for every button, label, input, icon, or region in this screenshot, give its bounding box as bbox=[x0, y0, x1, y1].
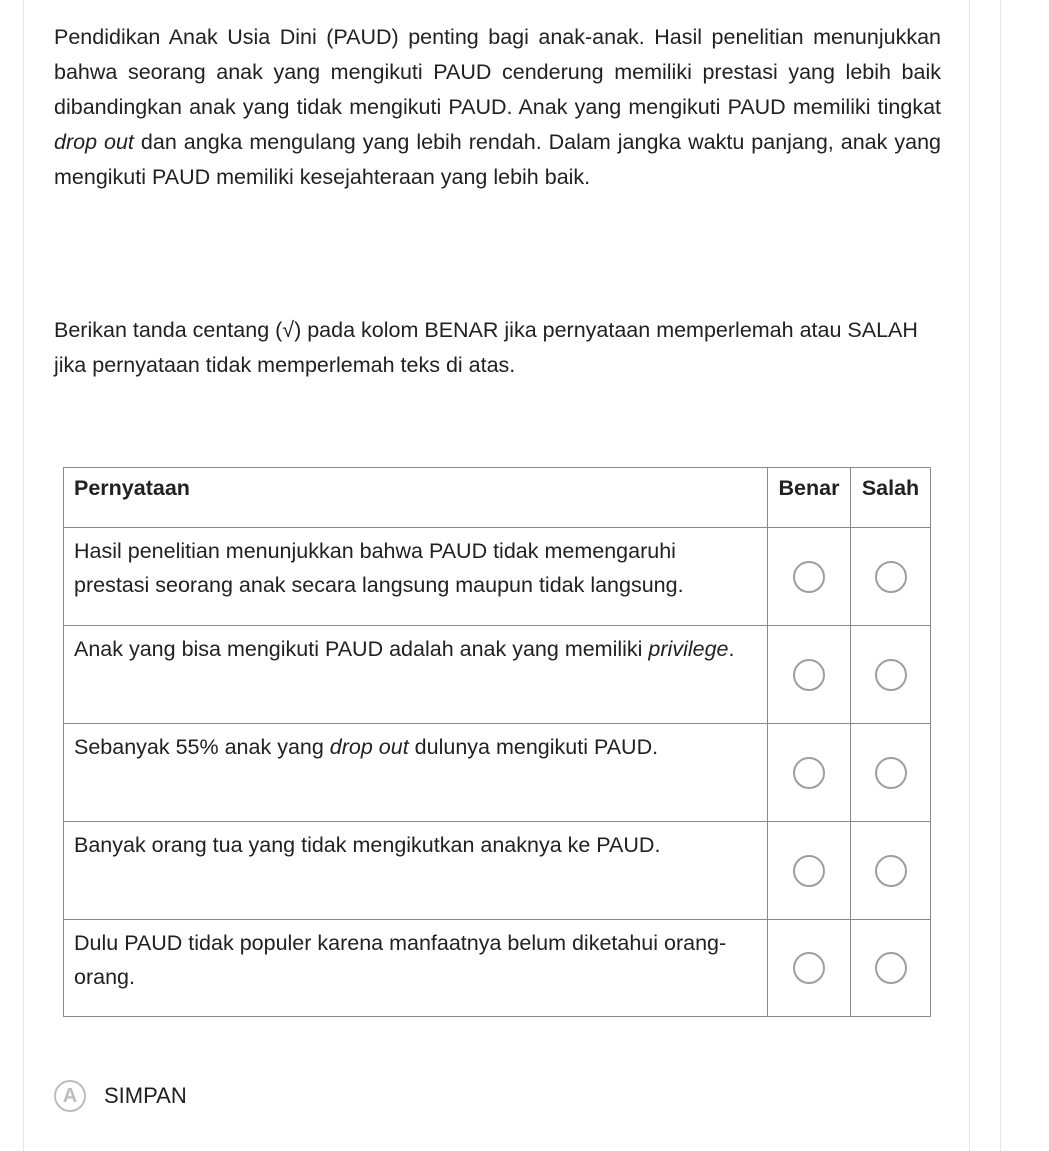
statement-emphasis: drop out bbox=[329, 735, 409, 759]
statement-text: Sebanyak 55% anak yang bbox=[74, 735, 330, 759]
table-row bbox=[64, 724, 931, 822]
radio-salah[interactable] bbox=[875, 659, 907, 691]
statement-text: Hasil penelitian menunjukkan bahwa PAUD tidak memengaruhi prestasi seorang anak secara langsung maupun tidak langsung. bbox=[74, 539, 684, 597]
statement-cell bbox=[64, 724, 768, 822]
statement-cell bbox=[64, 528, 768, 626]
radio-salah[interactable] bbox=[875, 952, 907, 984]
radio-salah[interactable] bbox=[875, 561, 907, 593]
passage-emphasis: drop out bbox=[54, 130, 134, 154]
radio-benar[interactable] bbox=[793, 855, 825, 887]
radio-benar[interactable] bbox=[793, 952, 825, 984]
passage-text-2: dan angka mengulang yang lebih rendah. Dalam jangka waktu panjang, anak yang mengikuti PAUD memiliki kesejahteraan yang lebih baik. bbox=[54, 130, 941, 189]
benar-cell bbox=[768, 528, 851, 626]
save-label: SIMPAN bbox=[104, 1083, 187, 1108]
salah-cell bbox=[851, 920, 931, 1017]
table-header-row bbox=[64, 468, 931, 528]
benar-cell bbox=[768, 920, 851, 1017]
page-right-border bbox=[1000, 0, 1001, 1151]
header-benar: Benar bbox=[768, 468, 851, 528]
statement-cell bbox=[64, 920, 768, 1017]
radio-benar[interactable] bbox=[793, 757, 825, 789]
salah-cell bbox=[851, 626, 931, 724]
benar-cell bbox=[768, 724, 851, 822]
reading-passage bbox=[54, 20, 941, 195]
salah-cell bbox=[851, 724, 931, 822]
table-row bbox=[64, 920, 931, 1017]
statement-cell bbox=[64, 626, 768, 724]
radio-benar[interactable] bbox=[793, 659, 825, 691]
statement-text: Banyak orang tua yang tidak mengikutkan anaknya ke PAUD. bbox=[74, 833, 661, 857]
question-instruction: Berikan tanda centang (√) pada kolom BENAR jika pernyataan memperlemah atau SALAH jika pernyataan tidak memperlemah teks di atas. bbox=[54, 318, 918, 377]
save-option-badge: A bbox=[54, 1080, 86, 1112]
save-button[interactable] bbox=[54, 1080, 187, 1112]
radio-benar[interactable] bbox=[793, 561, 825, 593]
passage-text-1: Pendidikan Anak Usia Dini (PAUD) penting bagi anak-anak. Hasil penelitian menunjukkan bahwa seorang anak yang mengikuti PAUD cenderung memiliki prestasi yang lebih baik dibandingkan anak yang tidak mengikuti PAUD. Anak yang mengikuti PAUD memiliki tingkat bbox=[54, 25, 941, 119]
statement-table bbox=[63, 467, 931, 1017]
statement-text-end: dulunya mengikuti PAUD. bbox=[408, 735, 659, 759]
benar-cell bbox=[768, 822, 851, 920]
table-row bbox=[64, 822, 931, 920]
salah-cell bbox=[851, 822, 931, 920]
statement-text: Anak yang bisa mengikuti PAUD adalah anak yang memiliki bbox=[74, 637, 649, 661]
content-frame-left-border bbox=[23, 0, 24, 1151]
salah-cell bbox=[851, 528, 931, 626]
header-statement: Pernyataan bbox=[64, 468, 768, 528]
statement-text: Dulu PAUD tidak populer karena manfaatnya belum diketahui orang-orang. bbox=[74, 931, 727, 989]
statement-emphasis: privilege bbox=[648, 637, 729, 661]
table-row bbox=[64, 528, 931, 626]
benar-cell bbox=[768, 626, 851, 724]
statement-text-end: . bbox=[728, 637, 735, 661]
radio-salah[interactable] bbox=[875, 757, 907, 789]
table-row bbox=[64, 626, 931, 724]
radio-salah[interactable] bbox=[875, 855, 907, 887]
header-salah: Salah bbox=[851, 468, 931, 528]
statement-cell bbox=[64, 822, 768, 920]
content-frame-right-border bbox=[969, 0, 970, 1151]
